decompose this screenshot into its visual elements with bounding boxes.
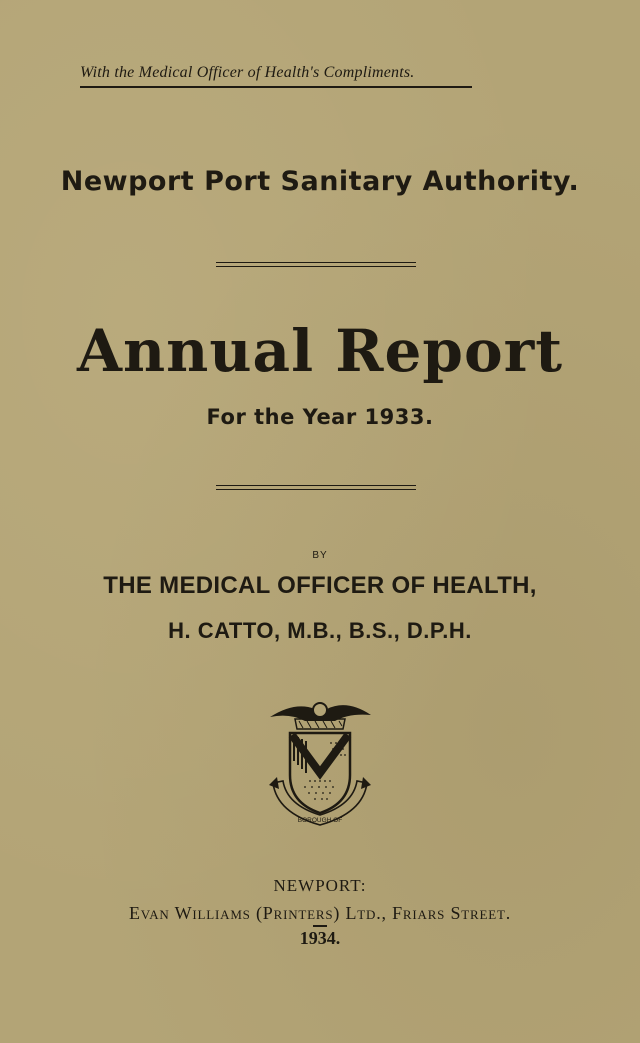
report-year: For the Year 1933.	[206, 405, 434, 429]
imprint-year: 1934.	[299, 928, 341, 948]
imprint-printer: Evan Williams (Printers) Ltd., Friars Street.	[128, 903, 512, 923]
svg-text:BOROUGH OF: BOROUGH OF	[297, 817, 343, 824]
officer-name: H. CATTO, M.B., B.S., D.P.H.	[168, 618, 472, 643]
county-borough-of-newport-crest-icon	[265, 695, 375, 835]
imprint-dash	[313, 925, 327, 927]
compliments-line: With the Medical Officer of Health's Compliments.	[80, 64, 415, 81]
by-label: BY	[312, 550, 328, 561]
compliments-underline	[80, 86, 472, 88]
officer-title: THE MEDICAL OFFICER OF HEALTH,	[103, 572, 537, 599]
authority-heading: Newport Port Sanitary Authority.	[60, 166, 580, 197]
double-rule-divider	[216, 485, 416, 490]
double-rule-divider	[216, 262, 416, 267]
imprint-place: NEWPORT:	[273, 876, 367, 895]
report-title: Annual Report	[76, 317, 563, 385]
